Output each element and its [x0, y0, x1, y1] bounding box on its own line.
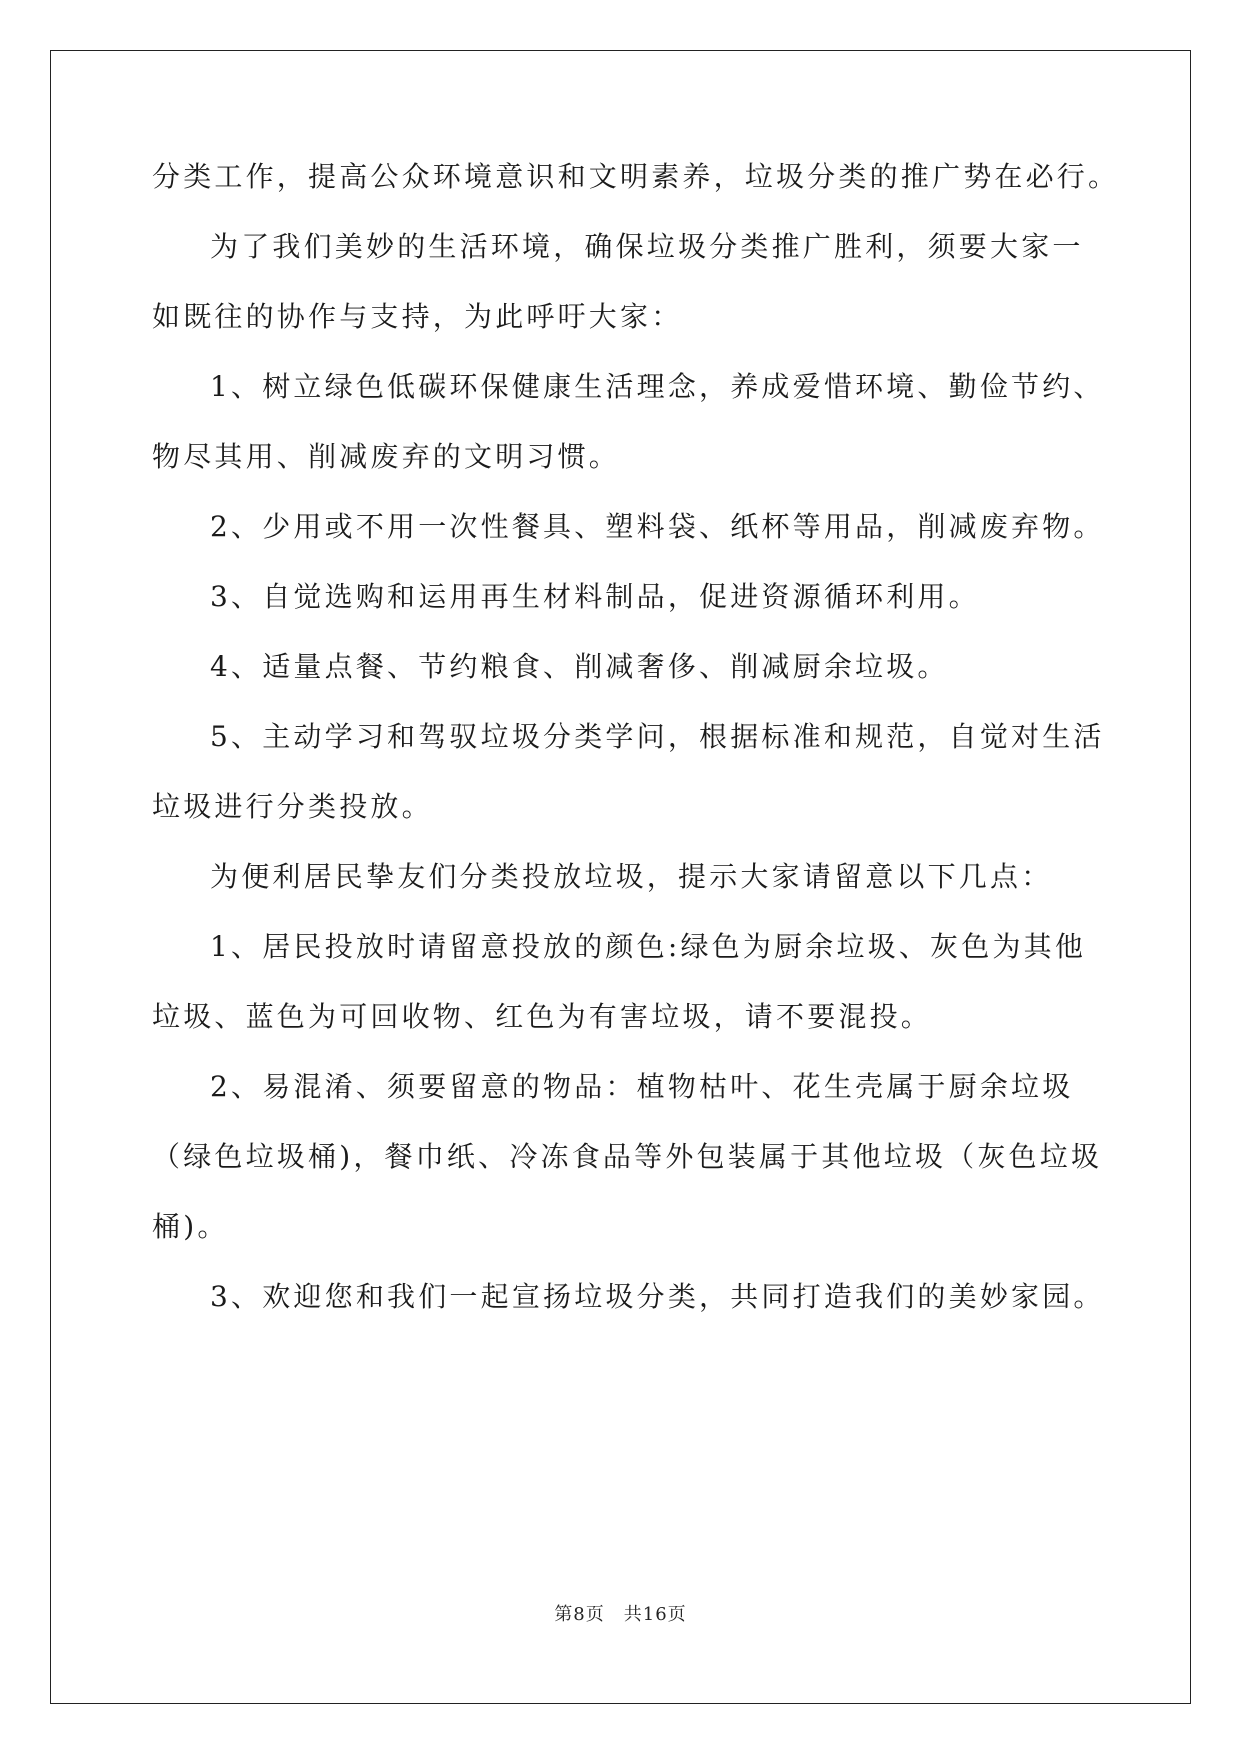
body-line-1: 分类工作，提高公众环境意识和文明素养，垃圾分类的推广势在必行。 [152, 160, 1120, 193]
body-line-13: 垃圾、蓝色为可回收物、红色为有害垃圾，请不要混投。 [152, 1000, 933, 1033]
body-line-3: 如既往的协作与支持，为此呼吁大家： [152, 300, 683, 333]
page-number-footer: 第8页 共16页 [554, 1604, 687, 1625]
body-line-7: 3、自觉选购和运用再生材料制品，促进资源循环利用。 [210, 580, 980, 613]
body-line-6: 2、少用或不用一次性餐具、塑料袋、纸杯等用品，削减废弃物。 [210, 510, 1105, 543]
body-line-8: 4、适量点餐、节约粮食、削减奢侈、削减厨余垃圾。 [210, 650, 949, 683]
body-line-12: 1、居民投放时请留意投放的颜色:绿色为厨余垃圾、灰色为其他 [210, 930, 1087, 963]
body-line-5: 物尽其用、削减废弃的文明习惯。 [152, 440, 621, 473]
body-line-17: 3、欢迎您和我们一起宣扬垃圾分类，共同打造我们的美妙家园。 [210, 1280, 1105, 1313]
body-line-15: （绿色垃圾桶)，餐巾纸、冷冻食品等外包装属于其他垃圾（灰色垃圾 [152, 1140, 1103, 1173]
body-line-4: 1、树立绿色低碳环保健康生活理念，养成爱惜环境、勤俭节约、 [210, 370, 1105, 403]
body-line-14: 2、易混淆、须要留意的物品：植物枯叶、花生壳属于厨余垃圾 [210, 1070, 1074, 1103]
body-line-11: 为便利居民挚友们分类投放垃圾，提示大家请留意以下几点： [210, 860, 1053, 893]
body-line-16: 桶)。 [152, 1210, 229, 1243]
body-line-2: 为了我们美妙的生活环境，确保垃圾分类推广胜利，须要大家一 [210, 230, 1084, 263]
body-line-10: 垃圾进行分类投放。 [152, 790, 433, 823]
body-line-9: 5、主动学习和驾驭垃圾分类学问，根据标准和规范，自觉对生活 [210, 720, 1105, 753]
